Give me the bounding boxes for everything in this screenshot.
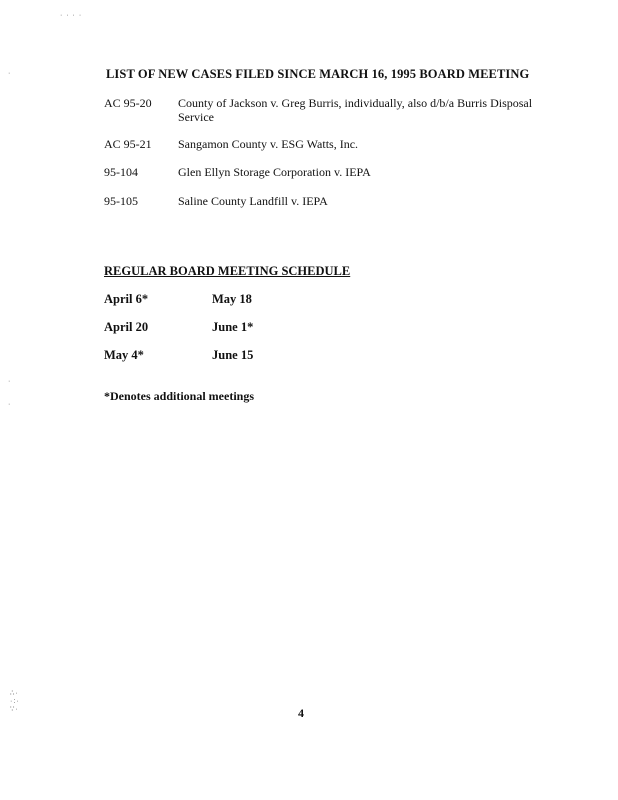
new-cases-heading: LIST OF NEW CASES FILED SINCE MARCH 16, 1995 BOARD MEETING [106,67,530,81]
scan-artifact: · [8,378,12,385]
case-title: County of Jackson v. Greg Burris, individually, also d/b/a Burris Disposal Service [178,96,533,124]
case-title: Sangamon County v. ESG Watts, Inc. [178,137,359,151]
page-number: 4 [298,706,304,720]
schedule-heading: REGULAR BOARD MEETING SCHEDULE [104,264,351,278]
schedule-date: June 15 [212,348,254,362]
schedule-date: April 20 [104,320,149,334]
scan-artifact: · [8,70,12,77]
case-number: AC 95-20 [104,96,152,110]
case-number: 95-104 [104,165,138,179]
schedule-date: April 6* [104,292,149,306]
schedule-date: June 1* [212,320,254,334]
case-title: Glen Ellyn Storage Corporation v. IEPA [178,165,371,179]
schedule-note: *Denotes additional meetings [104,389,254,403]
schedule-date: May 4* [104,348,144,362]
case-number: 95-105 [104,194,138,208]
scan-artifact: · · · · [60,12,83,19]
schedule-date: May 18 [212,292,252,306]
case-number: AC 95-21 [104,137,152,151]
scan-artifact: ∴· ·:· ∵· [10,690,20,713]
scan-artifact: · [8,401,12,408]
case-title: Saline County Landfill v. IEPA [178,194,328,208]
